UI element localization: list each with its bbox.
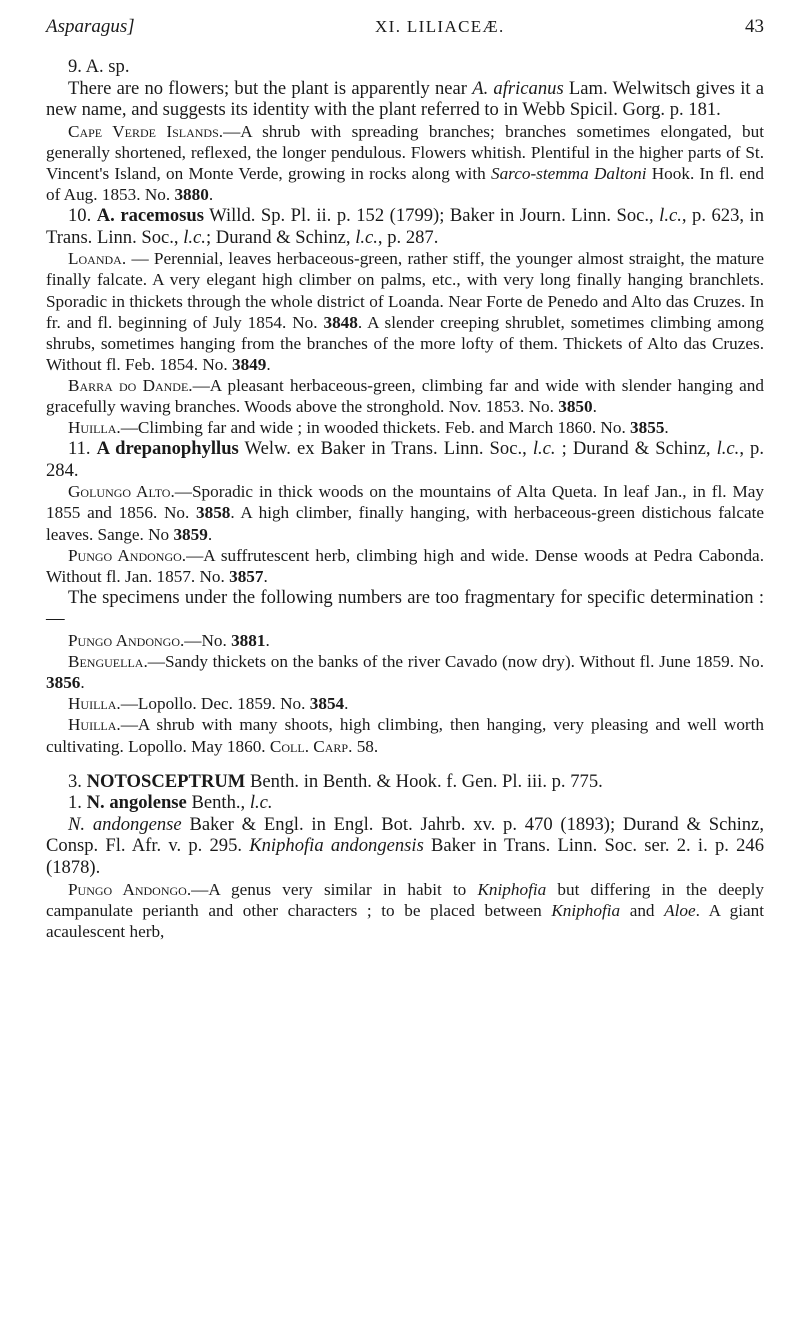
body-text: [46, 56, 764, 942]
paragraph: [46, 248, 764, 375]
text-run: —A shrub with spreading branches; branches sometimes elongated, but generally shortened, reflexed, the longer pendulous. Flowers whitish. Plentiful in the higher parts of St. Vincent's Island, on Monte Verde, growing in rocks along with: [46, 121, 764, 183]
text-run: 3880: [174, 185, 209, 205]
text-run: l.c.: [355, 226, 378, 248]
text-run: Aloe: [664, 900, 696, 920]
paragraph: [46, 587, 764, 630]
text-run: . A giant acaulescent herb,: [46, 900, 764, 941]
text-run: .: [592, 397, 597, 416]
text-run: .: [80, 673, 85, 693]
text-run: 3858: [196, 503, 231, 523]
text-run: . A high climber, finally hanging, with herbaceous-green distichous falcate leaves. Sange. No: [46, 503, 764, 544]
text-run: Pungo Andongo.: [68, 545, 187, 565]
paragraph: [46, 417, 764, 438]
text-run: 3854: [309, 694, 345, 714]
text-run: 3850: [558, 397, 593, 416]
text-run: The specimens under the following numbers are too fragmentary for specific determination :—: [46, 586, 764, 630]
text-run: —A genus very similar in habit to: [191, 879, 478, 899]
text-run: 58.: [352, 736, 379, 756]
text-run: Benth. in Benth. & Hook. f. Gen. Pl. iii. p. 775.: [245, 770, 603, 792]
text-run: Coll. Carp.: [269, 736, 353, 756]
text-run: 3857: [229, 566, 264, 586]
text-run: .: [207, 524, 213, 544]
text-run: —A pleasant herbaceous-green, climbing far and wide with slender hanging and gracefully waving branches. Woods above the stronghold. Nov. 1853. No.: [46, 375, 764, 416]
paragraph: [46, 714, 764, 756]
text-run: l.c.: [659, 205, 682, 227]
text-run: —Lopollo. Dec. 1859. No.: [120, 694, 310, 714]
text-run: Benguella.: [68, 652, 148, 672]
text-run: A drepanophyllus: [96, 438, 239, 460]
text-run: 3848: [323, 312, 358, 332]
text-run: 9. A. sp.: [68, 56, 130, 77]
text-run: Golungo Alto.: [68, 482, 175, 502]
text-run: , p. 284.: [46, 438, 765, 481]
header-family: XI. LILIACEÆ.: [375, 17, 505, 36]
text-run: l.c.: [716, 438, 740, 460]
paragraph: [46, 205, 764, 248]
text-run: —A shrub with many shoots, high climbing, then hanging, very pleasing and well worth cultivating. Lopollo. May 1860.: [46, 715, 764, 756]
text-run: 10.: [68, 205, 97, 227]
text-run: .: [265, 631, 270, 651]
paragraph: [46, 693, 764, 714]
text-run: NOTOSCEPTRUM: [86, 770, 246, 792]
text-run: and: [620, 900, 665, 920]
text-run: N. angolense: [86, 792, 187, 814]
paragraph: [46, 78, 764, 121]
paragraph: [46, 630, 764, 651]
paragraph: [46, 814, 764, 879]
text-run: Welw. ex Baker in Trans. Linn. Soc.,: [238, 438, 533, 460]
text-run: —Sandy thickets on the banks of the river Cavado (now dry). Without fl. June 1859. No.: [147, 652, 764, 672]
text-run: l.c.: [532, 438, 556, 460]
text-run: Huilla.: [68, 694, 121, 714]
text-run: , p. 287.: [377, 226, 439, 248]
text-run: l.c.: [183, 226, 206, 248]
paragraph: [46, 771, 764, 793]
text-run: Kniphofia: [477, 879, 547, 899]
text-run: Baker & Engl. in Engl. Bot. Jahrb. xv. p. 470 (1893); Durand & Schinz, Consp. Fl. Afr. v. p. 295.: [46, 813, 764, 857]
text-run: 3855: [630, 418, 665, 438]
paragraph: [46, 121, 764, 205]
text-run: ; Durand & Schinz,: [205, 226, 356, 248]
text-run: Pungo Andongo.: [68, 879, 192, 899]
text-run: —Climbing far and wide ; in wooded thickets. Feb. and March 1860. No.: [120, 418, 631, 438]
text-run: .: [263, 566, 268, 586]
text-run: Barra do Dande.: [68, 375, 193, 395]
paragraph: [46, 438, 764, 481]
text-run: A. africanus: [472, 77, 564, 99]
text-run: — Perennial, leaves herbaceous-green, rather stiff, the younger almost straight, the mature finally falcate. A very elegant high climber on palms, etc., with very long finally hanging branchlets. Sporadic in thickets through the whole district of Loanda. Near Forte de Penedo and Alto das Cruzes. In fr. and fl. beginning of July 1854. No.: [46, 249, 764, 332]
text-run: .: [266, 354, 271, 374]
paragraph: [46, 879, 764, 942]
paragraph: [46, 545, 764, 587]
paragraph: [46, 481, 764, 544]
text-run: A. racemosus: [96, 205, 204, 227]
header-genus: Asparagus]: [46, 16, 135, 37]
paragraph: [46, 651, 764, 693]
text-run: Huilla.: [68, 715, 121, 735]
section-gap: [46, 757, 764, 771]
text-run: .: [664, 418, 669, 438]
running-header: [46, 16, 764, 56]
text-run: .: [344, 694, 349, 714]
text-run: Cape Verde Islands.: [68, 121, 224, 141]
text-run: ; Durand & Schinz,: [555, 438, 717, 460]
text-run: Lam. Welwitsch gives it a new name, and suggests its identity with the plant referred to in Webb Spicil. Gorg. p. 181.: [46, 77, 764, 121]
text-run: Hook. In fl. end of Aug. 1853. No.: [46, 163, 765, 205]
text-run: 11.: [68, 438, 97, 460]
text-run: N. andongense: [68, 813, 182, 835]
paragraph: [46, 375, 764, 417]
text-run: 3859: [173, 524, 208, 544]
text-run: There are no flowers; but the plant is apparently near: [68, 77, 473, 99]
text-run: —No.: [184, 631, 232, 651]
text-run: Sarco-stemma Daltoni: [490, 163, 647, 183]
text-run: Loanda.: [68, 249, 127, 269]
text-run: 3.: [68, 770, 87, 792]
text-run: —Sporadic in thick woods on the mountains of Alta Queta. In leaf Jan., in fl. May 1855 and 1856. No.: [46, 482, 764, 523]
text-run: Willd. Sp. Pl. ii. p. 152 (1799); Baker in Journ. Linn. Soc.,: [203, 205, 660, 227]
text-run: but differing in the deeply campanulate perianth and other characters ; to be placed between: [46, 879, 765, 920]
text-run: 3881: [231, 631, 266, 651]
text-run: l.c.: [249, 792, 273, 814]
text-run: 3856: [46, 673, 81, 693]
text-run: , p. 623, in Trans. Linn. Soc.,: [46, 205, 764, 248]
text-run: 3849: [231, 354, 267, 374]
text-run: Kniphofia andongensis: [249, 835, 424, 857]
text-run: .: [208, 185, 214, 205]
text-run: Kniphofia: [551, 900, 621, 920]
page-number: 43: [744, 16, 764, 37]
text-run: Pungo Andongo.: [68, 631, 185, 651]
paragraph: [46, 792, 764, 814]
text-run: 1.: [68, 792, 87, 814]
text-run: Benth.,: [186, 792, 250, 814]
text-run: —A suffrutescent herb, climbing high and wide. Dense woods at Pedra Cabonda. Without fl. Jan. 1857. No.: [46, 545, 764, 586]
paragraph: [46, 56, 764, 78]
text-run: . A slender creeping shrublet, sometimes climbing among shrubs, sometimes hanging from the branches of the more lofty of them. Thickets of Alto das Cruzes. Without fl. Feb. 1854. No.: [46, 312, 764, 374]
text-run: Baker in Trans. Linn. Soc. ser. 2. i. p. 246 (1878).: [46, 835, 764, 878]
text-run: Huilla.: [68, 418, 121, 438]
